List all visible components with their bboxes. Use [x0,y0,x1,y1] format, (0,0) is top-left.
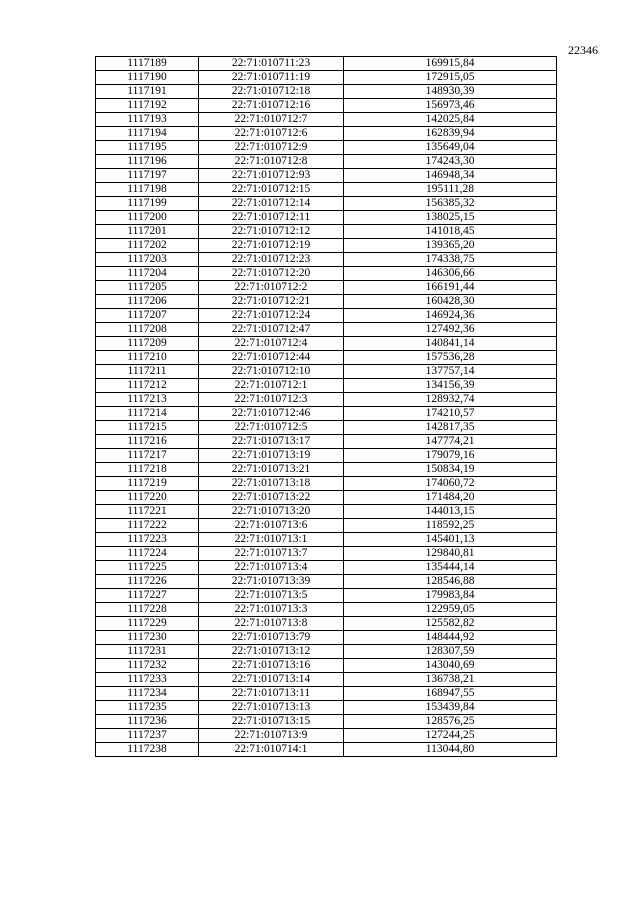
record-number-cell: 1117235 [96,701,199,715]
cadastral-number-cell: 22:71:010713:6 [199,519,344,533]
record-number-cell: 1117222 [96,519,199,533]
table-row [96,197,557,211]
record-number-cell: 1117206 [96,295,199,309]
value-cell: 179079,16 [344,449,557,463]
cadastral-number-cell: 22:71:010712:4 [199,337,344,351]
cadastral-number-cell: 22:71:010711:19 [199,71,344,85]
cadastral-number-cell: 22:71:010712:24 [199,309,344,323]
table-body [96,57,557,757]
value-cell: 156385,32 [344,197,557,211]
record-number-cell: 1117212 [96,379,199,393]
cadastral-number-cell: 22:71:010713:3 [199,603,344,617]
record-number-cell: 1117203 [96,253,199,267]
value-cell: 128307,59 [344,645,557,659]
table-row [96,253,557,267]
table-row [96,659,557,673]
record-number-cell: 1117227 [96,589,199,603]
value-cell: 179983,84 [344,589,557,603]
record-number-cell: 1117193 [96,113,199,127]
cadastral-number-cell: 22:71:010713:13 [199,701,344,715]
value-cell: 174060,72 [344,477,557,491]
cadastral-number-cell: 22:71:010713:9 [199,729,344,743]
record-number-cell: 1117224 [96,547,199,561]
data-table-container [95,56,557,757]
cadastral-number-cell: 22:71:010713:15 [199,715,344,729]
value-cell: 169915,84 [344,57,557,71]
value-cell: 135444,14 [344,561,557,575]
table-row [96,225,557,239]
value-cell: 141018,45 [344,225,557,239]
cadastral-number-cell: 22:71:010713:19 [199,449,344,463]
value-cell: 129840,81 [344,547,557,561]
value-cell: 128932,74 [344,393,557,407]
cadastral-number-cell: 22:71:010712:16 [199,99,344,113]
table-row [96,743,557,757]
cadastral-number-cell: 22:71:010713:12 [199,645,344,659]
table-row [96,141,557,155]
cadastral-number-cell: 22:71:010713:16 [199,659,344,673]
value-cell: 113044,80 [344,743,557,757]
cadastral-number-cell: 22:71:010713:79 [199,631,344,645]
cadastral-number-cell: 22:71:010712:3 [199,393,344,407]
record-number-cell: 1117230 [96,631,199,645]
cadastral-number-cell: 22:71:010712:1 [199,379,344,393]
value-cell: 195111,28 [344,183,557,197]
record-number-cell: 1117214 [96,407,199,421]
record-number-cell: 1117236 [96,715,199,729]
value-cell: 143040,69 [344,659,557,673]
table-row [96,729,557,743]
record-number-cell: 1117201 [96,225,199,239]
table-row [96,645,557,659]
record-number-cell: 1117189 [96,57,199,71]
table-row [96,267,557,281]
table-row [96,169,557,183]
value-cell: 125582,82 [344,617,557,631]
value-cell: 153439,84 [344,701,557,715]
record-number-cell: 1117192 [96,99,199,113]
cadastral-number-cell: 22:71:010712:5 [199,421,344,435]
record-number-cell: 1117220 [96,491,199,505]
cadastral-number-cell: 22:71:010713:39 [199,575,344,589]
record-number-cell: 1117209 [96,337,199,351]
value-cell: 137757,14 [344,365,557,379]
table-row [96,519,557,533]
cadastral-number-cell: 22:71:010712:8 [199,155,344,169]
record-number-cell: 1117213 [96,393,199,407]
value-cell: 136738,21 [344,673,557,687]
table-row [96,351,557,365]
table-row [96,211,557,225]
record-number-cell: 1117208 [96,323,199,337]
cadastral-number-cell: 22:71:010712:21 [199,295,344,309]
record-number-cell: 1117233 [96,673,199,687]
cadastral-number-cell: 22:71:010712:19 [199,239,344,253]
record-number-cell: 1117232 [96,659,199,673]
record-number-cell: 1117194 [96,127,199,141]
record-number-cell: 1117200 [96,211,199,225]
value-cell: 174243,30 [344,155,557,169]
value-cell: 118592,25 [344,519,557,533]
table-row [96,99,557,113]
value-cell: 146306,66 [344,267,557,281]
cadastral-number-cell: 22:71:010713:22 [199,491,344,505]
table-row [96,379,557,393]
table-row [96,407,557,421]
value-cell: 171484,20 [344,491,557,505]
record-number-cell: 1117197 [96,169,199,183]
cadastral-number-cell: 22:71:010713:1 [199,533,344,547]
table-row [96,491,557,505]
value-cell: 144013,15 [344,505,557,519]
record-number-cell: 1117196 [96,155,199,169]
value-cell: 166191,44 [344,281,557,295]
record-number-cell: 1117190 [96,71,199,85]
table-row [96,463,557,477]
record-number-cell: 1117195 [96,141,199,155]
table-row [96,127,557,141]
cadastral-number-cell: 22:71:010712:46 [199,407,344,421]
record-number-cell: 1117238 [96,743,199,757]
record-number-cell: 1117210 [96,351,199,365]
value-cell: 142025,84 [344,113,557,127]
record-number-cell: 1117207 [96,309,199,323]
value-cell: 172915,05 [344,71,557,85]
record-number-cell: 1117229 [96,617,199,631]
record-number-cell: 1117199 [96,197,199,211]
record-number-cell: 1117237 [96,729,199,743]
table-row [96,309,557,323]
cadastral-number-cell: 22:71:010712:20 [199,267,344,281]
data-table [95,56,557,757]
table-row [96,575,557,589]
value-cell: 160428,30 [344,295,557,309]
table-row [96,435,557,449]
table-row [96,337,557,351]
cadastral-number-cell: 22:71:010712:12 [199,225,344,239]
cadastral-number-cell: 22:71:010712:23 [199,253,344,267]
record-number-cell: 1117226 [96,575,199,589]
table-row [96,393,557,407]
table-row [96,589,557,603]
table-row [96,505,557,519]
value-cell: 148930,39 [344,85,557,99]
table-row [96,323,557,337]
record-number-cell: 1117221 [96,505,199,519]
cadastral-number-cell: 22:71:010712:18 [199,85,344,99]
cadastral-number-cell: 22:71:010712:2 [199,281,344,295]
table-row [96,421,557,435]
table-row [96,281,557,295]
table-row [96,631,557,645]
record-number-cell: 1117204 [96,267,199,281]
table-row [96,701,557,715]
table-row [96,113,557,127]
table-row [96,477,557,491]
record-number-cell: 1117225 [96,561,199,575]
cadastral-number-cell: 22:71:010713:18 [199,477,344,491]
table-row [96,547,557,561]
value-cell: 140841,14 [344,337,557,351]
value-cell: 128576,25 [344,715,557,729]
table-row [96,71,557,85]
cadastral-number-cell: 22:71:010713:5 [199,589,344,603]
value-cell: 174210,57 [344,407,557,421]
cadastral-number-cell: 22:71:010713:4 [199,561,344,575]
record-number-cell: 1117215 [96,421,199,435]
value-cell: 162839,94 [344,127,557,141]
value-cell: 157536,28 [344,351,557,365]
cadastral-number-cell: 22:71:010712:7 [199,113,344,127]
value-cell: 146948,34 [344,169,557,183]
table-row [96,561,557,575]
table-row [96,365,557,379]
value-cell: 150834,19 [344,463,557,477]
cadastral-number-cell: 22:71:010712:15 [199,183,344,197]
cadastral-number-cell: 22:71:010712:44 [199,351,344,365]
record-number-cell: 1117223 [96,533,199,547]
value-cell: 147774,21 [344,435,557,449]
table-row [96,85,557,99]
table-row [96,239,557,253]
table-row [96,449,557,463]
record-number-cell: 1117228 [96,603,199,617]
cadastral-number-cell: 22:71:010712:14 [199,197,344,211]
table-row [96,715,557,729]
cadastral-number-cell: 22:71:010713:11 [199,687,344,701]
cadastral-number-cell: 22:71:010712:10 [199,365,344,379]
table-row [96,295,557,309]
table-row [96,57,557,71]
table-row [96,687,557,701]
record-number-cell: 1117191 [96,85,199,99]
record-number-cell: 1117202 [96,239,199,253]
table-row [96,533,557,547]
value-cell: 168947,55 [344,687,557,701]
value-cell: 127244,25 [344,729,557,743]
cadastral-number-cell: 22:71:010712:6 [199,127,344,141]
cadastral-number-cell: 22:71:010713:20 [199,505,344,519]
page-number: 22346 [568,43,598,57]
cadastral-number-cell: 22:71:010714:1 [199,743,344,757]
value-cell: 134156,39 [344,379,557,393]
record-number-cell: 1117219 [96,477,199,491]
record-number-cell: 1117231 [96,645,199,659]
value-cell: 127492,36 [344,323,557,337]
cadastral-number-cell: 22:71:010713:17 [199,435,344,449]
record-number-cell: 1117234 [96,687,199,701]
value-cell: 148444,92 [344,631,557,645]
table-row [96,673,557,687]
cadastral-number-cell: 22:71:010713:7 [199,547,344,561]
record-number-cell: 1117211 [96,365,199,379]
table-row [96,155,557,169]
value-cell: 174338,75 [344,253,557,267]
table-row [96,603,557,617]
value-cell: 128546,88 [344,575,557,589]
cadastral-number-cell: 22:71:010711:23 [199,57,344,71]
record-number-cell: 1117218 [96,463,199,477]
value-cell: 122959,05 [344,603,557,617]
cadastral-number-cell: 22:71:010713:14 [199,673,344,687]
cadastral-number-cell: 22:71:010712:93 [199,169,344,183]
value-cell: 138025,15 [344,211,557,225]
record-number-cell: 1117216 [96,435,199,449]
record-number-cell: 1117205 [96,281,199,295]
cadastral-number-cell: 22:71:010713:8 [199,617,344,631]
record-number-cell: 1117198 [96,183,199,197]
value-cell: 139365,20 [344,239,557,253]
cadastral-number-cell: 22:71:010712:9 [199,141,344,155]
value-cell: 145401,13 [344,533,557,547]
cadastral-number-cell: 22:71:010712:11 [199,211,344,225]
cadastral-number-cell: 22:71:010713:21 [199,463,344,477]
value-cell: 146924,36 [344,309,557,323]
value-cell: 135649,04 [344,141,557,155]
value-cell: 142817,35 [344,421,557,435]
record-number-cell: 1117217 [96,449,199,463]
cadastral-number-cell: 22:71:010712:47 [199,323,344,337]
table-row [96,617,557,631]
value-cell: 156973,46 [344,99,557,113]
table-row [96,183,557,197]
